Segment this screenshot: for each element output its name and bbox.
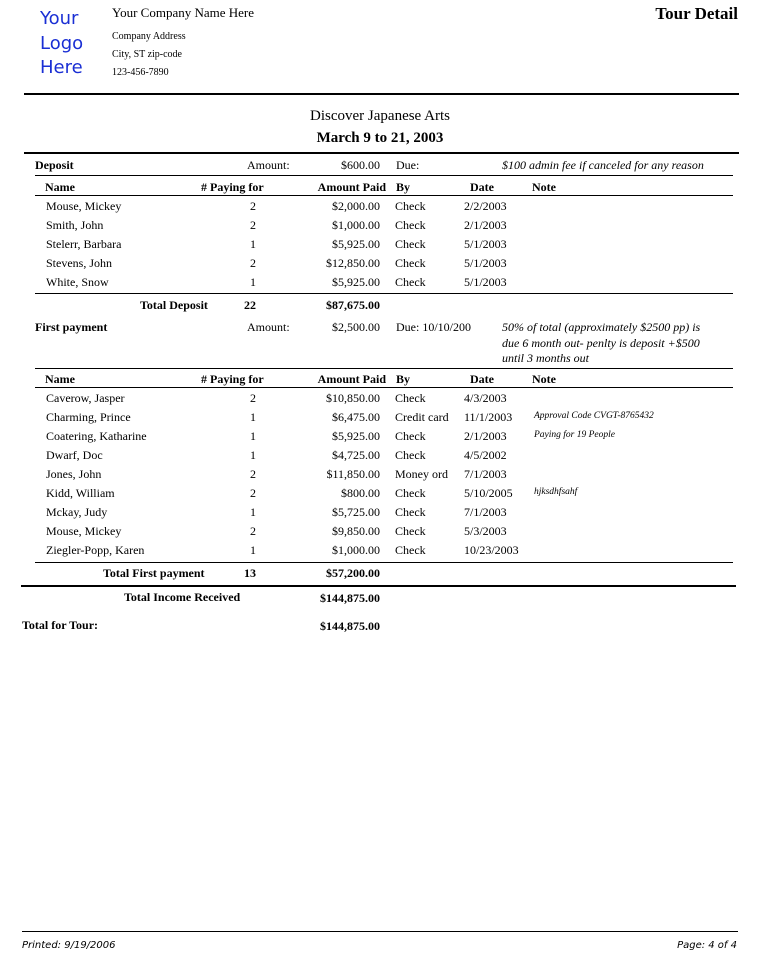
first-payment-label: First payment (35, 320, 108, 334)
row-date: 10/23/2003 (464, 543, 519, 557)
row-by: Check (395, 256, 426, 270)
logo-line: Logo (40, 33, 84, 54)
first-payment-note-line: 50% of total (approximately $2500 pp) is (502, 320, 701, 334)
column-header-amount-paid: Amount Paid (317, 180, 386, 194)
first-payment-amount-label: Amount: (247, 320, 290, 334)
column-header-by: By (396, 180, 411, 194)
row-by: Check (395, 524, 426, 538)
logo-line: Here (40, 57, 83, 78)
row-by: Check (395, 199, 426, 213)
row-paying-for: 1 (250, 505, 256, 519)
company-city: City, ST zip-code (112, 49, 182, 60)
row-paying-for: 2 (250, 218, 256, 232)
first-payment-note-line: until 3 months out (502, 351, 590, 365)
row-date: 2/1/2003 (464, 218, 507, 232)
deposit-label: Deposit (35, 158, 74, 172)
row-amount: $4,725.00 (332, 448, 380, 462)
row-amount: $6,475.00 (332, 410, 380, 424)
header-divider (24, 93, 739, 95)
tour-dates: March 9 to 21, 2003 (316, 130, 444, 146)
row-paying-for: 2 (250, 486, 256, 500)
deposit-amount: $600.00 (341, 158, 380, 172)
row-by: Check (395, 218, 426, 232)
total-income-label: Total Income Received (124, 590, 241, 604)
table-divider (35, 195, 733, 196)
row-amount: $2,000.00 (332, 199, 380, 213)
row-amount: $11,850.00 (326, 467, 380, 481)
logo-line: Your (40, 8, 79, 29)
row-date: 5/10/2005 (464, 486, 513, 500)
row-note: Paying for 19 People (534, 430, 615, 440)
report-title: Tour Detail (655, 4, 738, 23)
row-date: 5/3/2003 (464, 524, 507, 538)
row-note: hjksdhfsahf (534, 487, 578, 497)
row-paying-for: 2 (250, 391, 256, 405)
row-by: Check (395, 237, 426, 251)
row-amount: $5,925.00 (332, 429, 380, 443)
row-name: Caverow, Jasper (46, 391, 125, 405)
row-name: Mouse, Mickey (46, 199, 122, 213)
row-name: Ziegler-Popp, Karen (46, 543, 145, 557)
row-date: 7/1/2003 (464, 467, 507, 481)
row-paying-for: 2 (250, 256, 256, 270)
row-paying-for: 1 (250, 275, 256, 289)
row-paying-for: 2 (250, 467, 256, 481)
row-by: Credit card (395, 410, 449, 424)
row-by: Check (395, 486, 426, 500)
deposit-due-label: Due: (396, 158, 420, 172)
section-divider (24, 152, 739, 154)
page-number: Page: 4 of 4 (677, 940, 737, 951)
table-divider (35, 562, 733, 563)
row-paying-for: 1 (250, 429, 256, 443)
column-header-date: Date (470, 180, 494, 194)
row-amount: $1,000.00 (332, 543, 380, 557)
total-tour-label: Total for Tour: (22, 618, 99, 632)
row-date: 2/2/2003 (464, 199, 507, 213)
row-by: Check (395, 275, 426, 289)
column-header-date: Date (470, 372, 494, 386)
total-income-amount: $144,875.00 (320, 591, 380, 605)
row-date: 2/1/2003 (464, 429, 507, 443)
row-amount: $10,850.00 (326, 391, 380, 405)
row-amount: $9,850.00 (332, 524, 380, 538)
deposit-total-label: Total Deposit (140, 298, 208, 312)
section-divider (21, 585, 736, 587)
row-date: 4/3/2003 (464, 391, 507, 405)
deposit-amount-label: Amount: (247, 158, 290, 172)
row-name: Stevens, John (46, 256, 112, 270)
first-payment-total-amount: $57,200.00 (326, 566, 380, 580)
row-date: 5/1/2003 (464, 256, 507, 270)
row-by: Check (395, 448, 426, 462)
row-name: Jones, John (46, 467, 102, 481)
row-by: Check (395, 505, 426, 519)
column-header-amount-paid: Amount Paid (317, 372, 386, 386)
first-payment-total-count: 13 (244, 566, 256, 580)
row-paying-for: 1 (250, 410, 256, 424)
row-amount: $800.00 (341, 486, 380, 500)
row-by: Money ord (395, 467, 448, 481)
row-name: Mouse, Mickey (46, 524, 122, 538)
row-date: 5/1/2003 (464, 237, 507, 251)
row-name: Charming, Prince (46, 410, 131, 424)
first-payment-total-label: Total First payment (103, 566, 205, 580)
row-note: Approval Code CVGT-8765432 (534, 411, 654, 421)
row-amount: $1,000.00 (332, 218, 380, 232)
row-name: Coatering, Katharine (46, 429, 147, 443)
row-date: 11/1/2003 (464, 410, 513, 424)
row-by: Check (395, 429, 426, 443)
column-header-by: By (396, 372, 411, 386)
table-divider (35, 387, 733, 388)
deposit-total-count: 22 (244, 298, 256, 312)
printed-date: Printed: 9/19/2006 (22, 940, 116, 951)
first-payment-due: Due: 10/10/200 (396, 320, 471, 334)
column-header-name: Name (45, 372, 75, 386)
column-header-note: Note (532, 372, 556, 386)
row-amount: $5,925.00 (332, 237, 380, 251)
row-date: 4/5/2002 (464, 448, 507, 462)
table-divider (35, 368, 733, 369)
column-header-paying-for: # Paying for (201, 180, 264, 194)
row-date: 5/1/2003 (464, 275, 507, 289)
column-header-name: Name (45, 180, 75, 194)
row-paying-for: 1 (250, 237, 256, 251)
total-tour-amount: $144,875.00 (320, 619, 380, 633)
row-amount: $12,850.00 (326, 256, 380, 270)
row-by: Check (395, 391, 426, 405)
row-name: Stelerr, Barbara (46, 237, 122, 251)
deposit-total-amount: $87,675.00 (326, 298, 380, 312)
row-by: Check (395, 543, 426, 557)
row-paying-for: 1 (250, 448, 256, 462)
row-amount: $5,925.00 (332, 275, 380, 289)
row-paying-for: 1 (250, 543, 256, 557)
tour-name: Discover Japanese Arts (310, 108, 450, 124)
row-name: Smith, John (46, 218, 104, 232)
company-address: Company Address (112, 31, 186, 42)
row-date: 7/1/2003 (464, 505, 507, 519)
row-amount: $5,725.00 (332, 505, 380, 519)
row-paying-for: 2 (250, 524, 256, 538)
company-name: Your Company Name Here (112, 5, 255, 20)
table-divider (35, 293, 733, 294)
row-name: Mckay, Judy (46, 505, 108, 519)
column-header-note: Note (532, 180, 556, 194)
first-payment-amount: $2,500.00 (332, 320, 380, 334)
row-name: Kidd, William (46, 486, 115, 500)
row-name: Dwarf, Doc (46, 448, 103, 462)
footer-divider (22, 931, 738, 932)
company-phone: 123-456-7890 (112, 67, 169, 78)
row-paying-for: 2 (250, 199, 256, 213)
first-payment-note-line: due 6 month out- penlty is deposit +$500 (502, 336, 700, 350)
deposit-note: $100 admin fee if canceled for any reason (502, 158, 704, 172)
table-divider (35, 175, 733, 176)
row-name: White, Snow (46, 275, 109, 289)
column-header-paying-for: # Paying for (201, 372, 264, 386)
